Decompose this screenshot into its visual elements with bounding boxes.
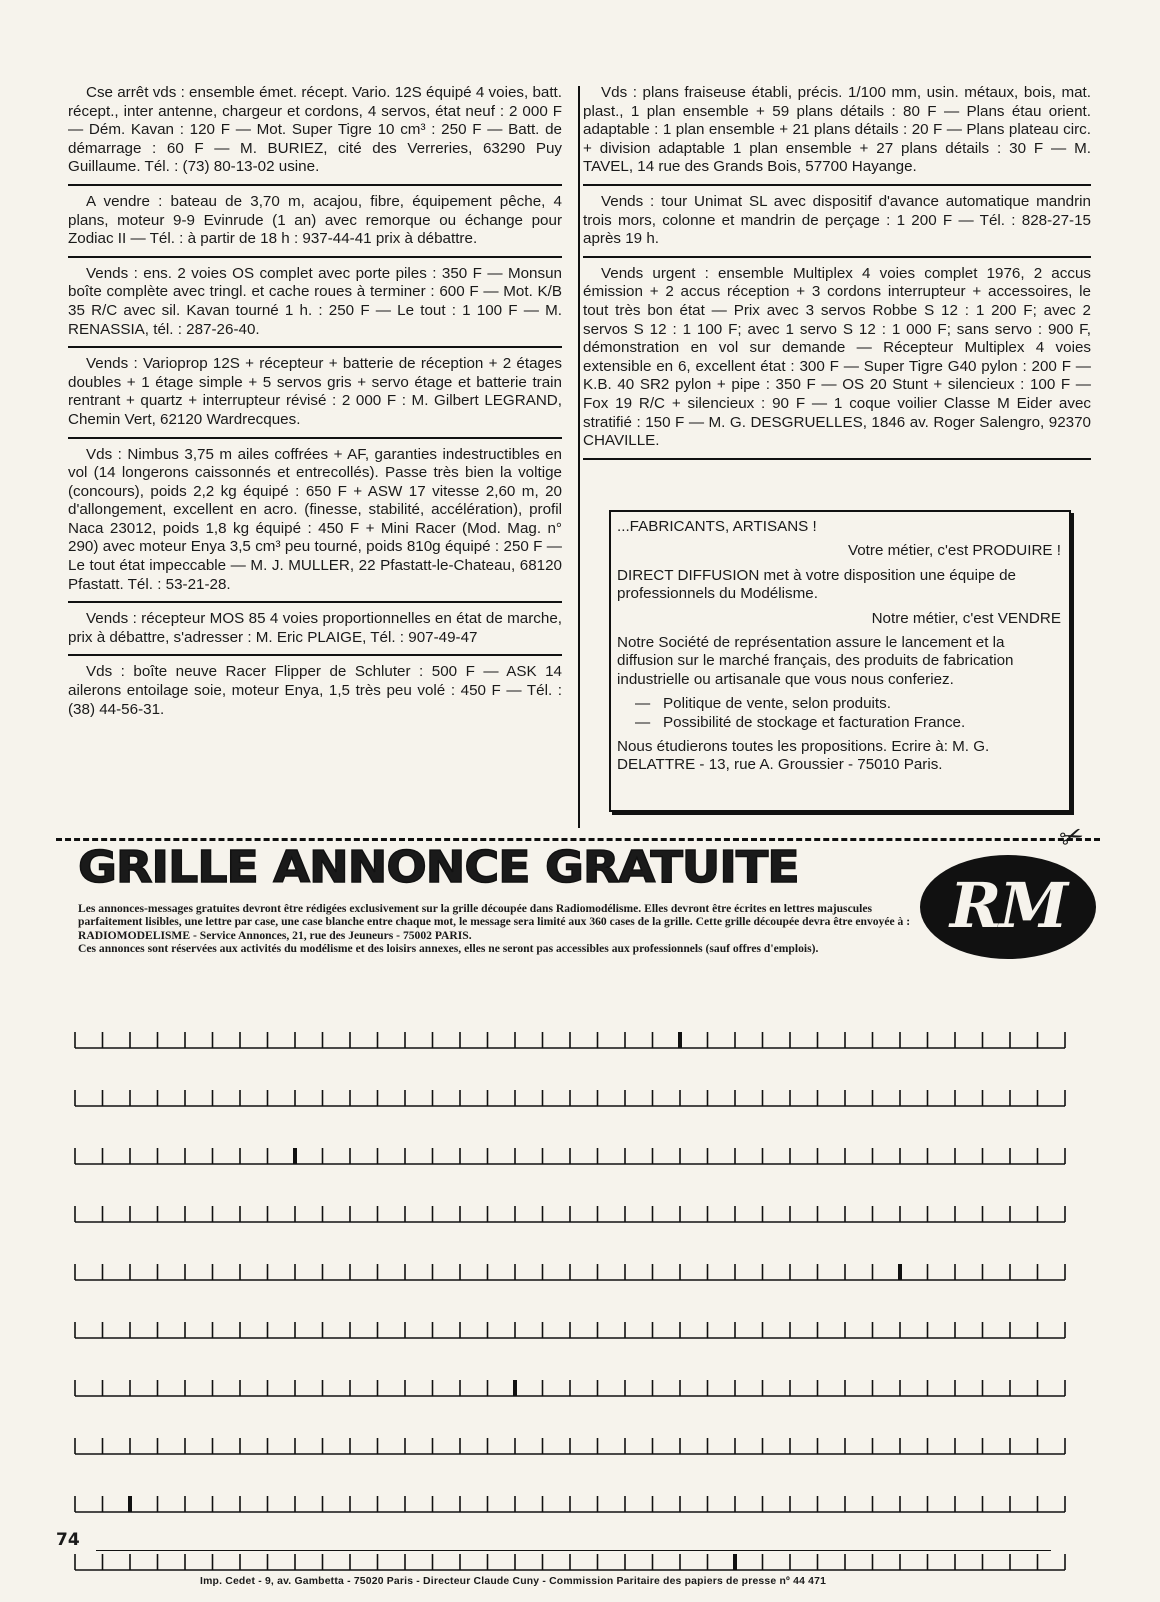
box-slogan-produire: Votre métier, c'est PRODUIRE ! xyxy=(847,542,1061,560)
scissors-icon: ✂ xyxy=(1055,816,1089,857)
cut-line xyxy=(56,838,1100,841)
classified-ad: Cse arrêt vds : ensemble émet. récept. Vario. 12S équipé 4 voies, batt. récept., inter antenne, chargeur et cordons, 4 servos, état neuf : 2 000 F — Dém. Kavan : 120 F — Mot. Super Tigre 10 cm³ : 250 F — Batt. de démarrage : 60 F — M. BURIEZ, cité des Verreries, 63290 Puy Guillaume. Tél. : (73) 80-13-02 usine. xyxy=(68,84,562,186)
grid-row[interactable] xyxy=(74,1482,1084,1540)
classified-ad: Vends : Varioprop 12S + récepteur + batterie de réception + 2 étages doubles + 1 étage simple + 5 servos gris + servo étage et batterie train rentrant + quartz + interrupteur révisé : 2 000 F : M. Gilbert LEGRAND, Chemin Vert, 62120 Wardrecques. xyxy=(68,355,562,438)
box-bullet: — Politique de vente, selon produits. xyxy=(635,695,891,713)
classified-ad: Vds : Nimbus 3,75 m ailes coffrées + AF, garanties indestructibles en vol (14 longerons caissonnés et entrecollés). Passe très bien la voltige (concours), poids 2,2 kg équipé : 650 F + ASW 17 vitesse 2,60 m, 20 d'allongement, excellent en acro. (finesse, stabilité, accélération), profil Naca 23012, poids 1,8 kg équipé : 450 F + Mini Racer (Mod. Mag. n° 290) avec moteur Enya 3,5 cm³ peu tourné, poids 810g équipé : 250 F — Le tout état impeccable — M. J. MULLER, 22 Pfastatt-le-Chateau, 68120 Pfastatt. Tél. : 53-21-28. xyxy=(68,446,562,604)
box-contact: Nous étudierons toutes les propositions. Ecrire à: M. G. DELATTRE - 13, rue A. Groussier - 75010 Paris. xyxy=(617,738,990,774)
right-ads-column xyxy=(583,84,1091,467)
entry-grid[interactable] xyxy=(74,1018,1084,1598)
classified-ad: Vends urgent : ensemble Multiplex 4 voies complet 1976, 2 accus émission + 2 accus réception + 3 cordons interrupteur + accessoires, le tout très bon état — Prix avec 3 servos Robbe S 12 : 1 200 F; avec 2 servos S 12 : 1 100 F; avec 1 servo S 12 : 1 000 F; sans servo : 900 F, démonstration en vol sur demande — Récepteur Multiplex 4 voies extensible en 6, excellent état : 300 F — Super Tigre G40 pylon : 200 F — K.B. 40 SR2 pylon + pipe : 350 F — OS 20 Stunt + silencieux : 100 F — Fox 19 R/C + silencieux : 90 F — 1 coque voilier Classe M Eider avec stratifié : 150 F — M. G. DESGRUELLES, 1846 av. Roger Salengro, 92370 CHAVILLE. xyxy=(583,265,1091,460)
grid-row[interactable] xyxy=(74,1424,1084,1482)
classified-ad: Vds : boîte neuve Racer Flipper de Schluter : 500 F — ASK 14 ailerons entoilage soie, moteur Enya, 1,5 très peu volé : 450 F — Tél. : (38) 44-56-31. xyxy=(68,663,562,718)
box-paragraph: DIRECT DIFFUSION met à votre disposition une équipe de professionnels du Modélisme. xyxy=(617,566,1016,603)
grid-row[interactable] xyxy=(74,1076,1084,1134)
classified-ad: Vds : plans fraiseuse établi, précis. 1/100 mm, usin. métaux, bois, mat. plast., 1 plan ensemble + 59 plans détails : 80 F — Plans étau orient. adaptable : 1 plan ensemble + 21 plans détails : 20 F — Plans plateau circ. + division adaptable 1 plan ensemble + 27 plans détails : 30 F — M. TAVEL, 14 rue des Grands Bois, 57700 Hayange. xyxy=(583,84,1091,186)
grid-row[interactable] xyxy=(74,1366,1084,1424)
box-slogan-vendre: Notre métier, c'est VENDRE xyxy=(871,609,1061,627)
classified-ad: Vends : tour Unimat SL avec dispositif d'avance automatique mandrin trois mors, colonne et mandrin de perçage : 1 200 F — Tél. : 828-27-15 après 19 h. xyxy=(583,193,1091,258)
grille-title: GRILLE ANNONCE GRATUITE xyxy=(78,842,799,893)
footer-rule xyxy=(96,1550,1051,1551)
rm-logo: RM xyxy=(920,855,1096,959)
grid-row[interactable] xyxy=(74,1018,1084,1076)
grid-row[interactable] xyxy=(74,1192,1084,1250)
direct-diffusion-ad-box xyxy=(609,510,1071,812)
grid-row[interactable] xyxy=(74,1134,1084,1192)
classified-ad: A vendre : bateau de 3,70 m, acajou, fibre, équipement pêche, 4 plans, moteur 9-9 Evinrude (1 an) avec remorque ou échange pour Zodiac II — Tél. : à partir de 18 h : 937-44-41 prix à débattre. xyxy=(68,193,562,258)
grid-row[interactable] xyxy=(74,1308,1084,1366)
page-number: 74 xyxy=(56,1530,80,1550)
grille-instructions: Les annonces-messages gratuites devront être rédigées exclusivement sur la grille découpée dans Radiomodélisme. Elles devront être écrites en lettres majuscules parfaitement lisibles, une lettre par case, une case blanche entre chaque mot, le message sera limité aux 360 cases de la grille. Cette grille découpée devra être envoyée à : RADIOMODELISME - Service Annonces, 21, rue des Jeuneurs - 75002 PARIS. Ces annonces sont réservées aux activités du modélisme et des loisirs annexes, elles ne seront pas accessibles aux professionnels (sauf offres d'emplois). xyxy=(78,902,911,956)
classified-ad: Vends : récepteur MOS 85 4 voies proportionnelles en état de marche, prix à débattre, s'adresser : M. Eric PLAIGE, Tél. : 907-49-47 xyxy=(68,610,562,656)
column-divider xyxy=(578,86,580,828)
box-headline: ...FABRICANTS, ARTISANS ! xyxy=(617,518,817,535)
left-ads-column xyxy=(68,84,562,733)
classified-ad: Vends : ens. 2 voies OS complet avec porte piles : 350 F — Monsun boîte complète avec tringl. et cache roues à terminer : 600 F — Mot. K/B 35 R/C avec sil. Kavan tourné 1 h. : 250 F — Le tout : 1 100 F — M. RENASSIA, tél. : 287-26-40. xyxy=(68,265,562,348)
box-paragraph: Notre Société de représentation assure le lancement et la diffusion sur le marché français, des produits de fabrication industrielle ou artisanale que vous nous conferiez. xyxy=(617,634,1014,688)
grid-row[interactable] xyxy=(74,1540,1084,1598)
footer-imprint: Imp. Cedet - 9, av. Gambetta - 75020 Paris - Directeur Claude Cuny - Commission Paritaire des papiers de presse nº 44 471 xyxy=(200,1576,827,1587)
box-bullet: — Possibilité de stockage et facturation France. xyxy=(635,713,966,731)
grid-row[interactable] xyxy=(74,1250,1084,1308)
